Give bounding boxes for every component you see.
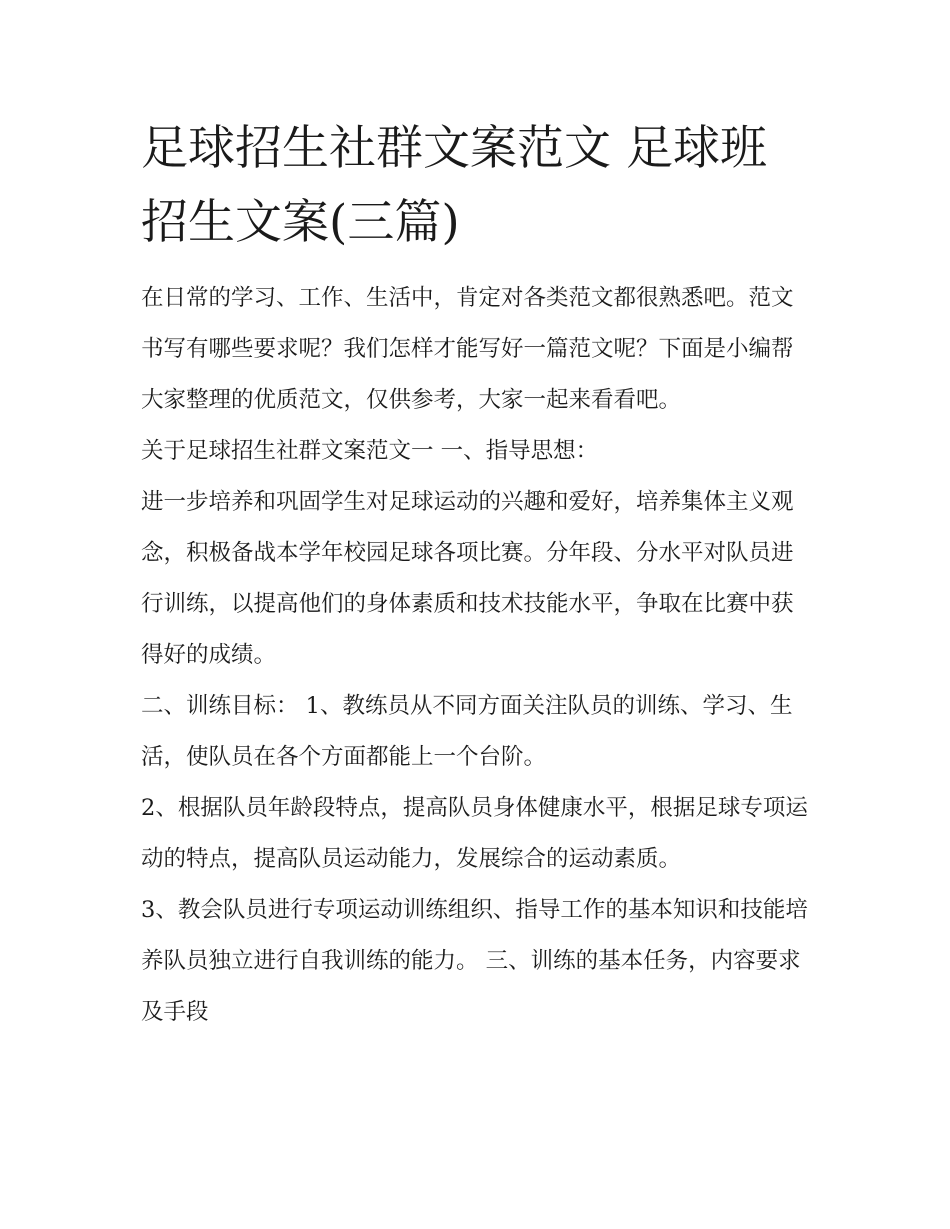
paragraph-goal-three: 3、教会队员进行专项运动训练组织、指导工作的基本知识和技能培养队员独立进行自我训练的能力。 三、训练的基本任务，内容要求及手段 xyxy=(141,897,808,1025)
paragraph-guiding-thought: 进一步培养和巩固学生对足球运动的兴趣和爱好，培养集体主义观念，积极备战本学年校园足球各项比赛。分年段、分水平对队员进行训练，以提高他们的身体素质和技术技能水平，争取在比赛中获得好的成绩。 xyxy=(141,489,794,668)
paragraph-training-goals: 二、训练目标： 1、教练员从不同方面关注队员的训练、学习、生活，使队员在各个方面都能上一个台阶。 xyxy=(141,693,793,770)
paragraph-section-one-heading: 关于足球招生社群文案范文一 一、指导思想： xyxy=(141,438,599,464)
paragraph-intro: 在日常的学习、工作、生活中，肯定对各类范文都很熟悉吧。范文书写有哪些要求呢？我们怎样才能写好一篇范文呢？下面是小编帮大家整理的优质范文，仅供参考，大家一起来看看吧。 xyxy=(141,285,794,413)
document-title: 足球招生社群文案范文 足球班招生文案(三篇) xyxy=(141,121,767,250)
paragraph-goal-two: 2、根据队员年龄段特点，提高队员身体健康水平，根据足球专项运动的特点，提高队员运动能力，发展综合的运动素质。 xyxy=(141,795,808,872)
document-page xyxy=(141,112,813,1038)
